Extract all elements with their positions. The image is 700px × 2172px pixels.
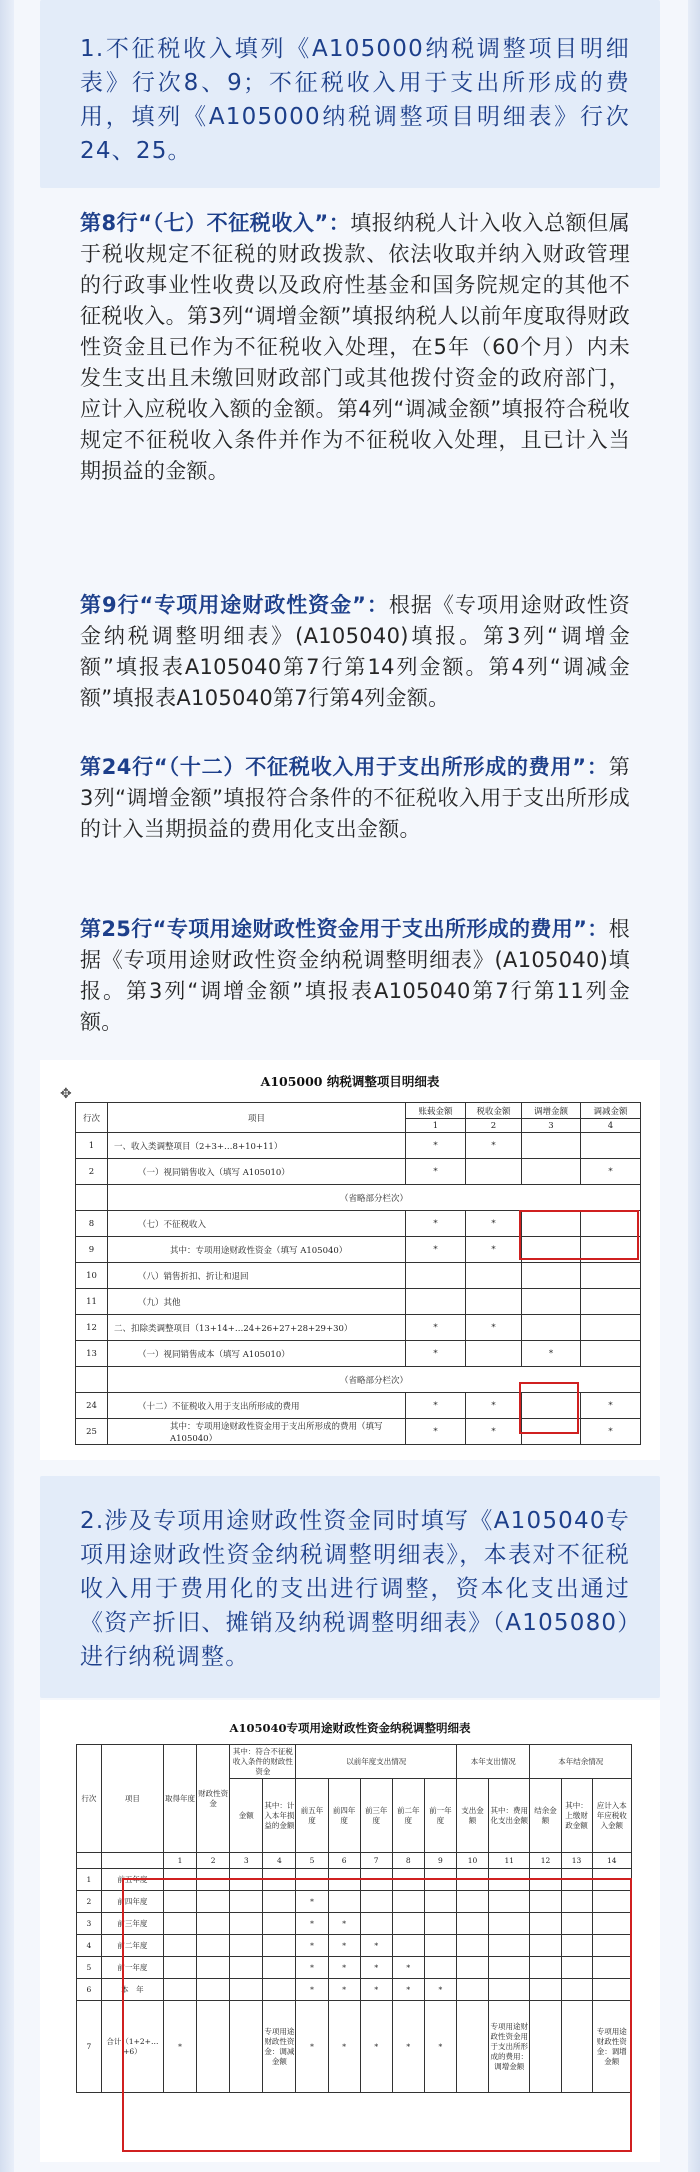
h-bal-amt: 结余金额 [530, 1779, 561, 1853]
cell-col-9: * [424, 1979, 456, 2001]
section1-heading: 1.不征税收入填列《A105000纳税调整项目明细表》行次8、9；不征税收入用于支出所形成的费用，填列《A105000纳税调整项目明细表》行次24、25。 [80, 36, 630, 164]
total-c14: 专项用途财政性资金：调增金额 [592, 2001, 631, 2093]
h-curspend: 本年支出情况 [456, 1745, 530, 1779]
book-amount: * [406, 1211, 466, 1237]
row24-description [80, 752, 630, 845]
decrease-amount: * [581, 1393, 641, 1419]
row-item: 本 年 [101, 1979, 163, 2001]
row9-description [80, 590, 630, 714]
a105000-table-image [40, 1060, 660, 1460]
row-number: 10 [76, 1263, 108, 1289]
highlight-rows-8-9 [519, 1210, 639, 1260]
row25-text: 根据《专项用途财政性资金纳税调整明细表》(A105040)填报。第3列“调增金额”填报表A105040第7行第11列金额。 [80, 917, 630, 1034]
col-number: 6 [328, 1853, 360, 1869]
highlight-a105040-body [122, 1878, 632, 2152]
header-tax-amount: 税收金额 [466, 1103, 522, 1119]
header-decrease: 调减金额 [581, 1103, 641, 1119]
tax-amount: * [466, 1211, 522, 1237]
h-nontax: 其中：符合不征税收入条件的财政性资金 [230, 1745, 296, 1779]
row-item: （一）视同销售收入（填写 A105010） [108, 1159, 406, 1185]
row-item: （一）视同销售成本（填写 A105010） [108, 1341, 406, 1367]
omitted-blank [76, 1185, 108, 1211]
col-number-blank [101, 1853, 163, 1869]
increase-amount [522, 1159, 581, 1185]
section2-heading: 2.涉及专项用途财政性资金同时填写《A105040专项用途财政性资金纳税调整明细表》，本表对不征税收入用于费用化的支出进行调整，资本化支出通过《资产折旧、摊销及纳税调整明细表》（A105080）进行纳税调整。 [80, 1508, 630, 1670]
header-row-no: 行次 [76, 1103, 108, 1133]
row-item: 其中：专项用途财政性资金用于支出所形成的费用（填写 A105040） [108, 1419, 406, 1445]
row-item: 前五年度 [101, 1869, 163, 1891]
book-amount: * [406, 1341, 466, 1367]
increase-amount [522, 1289, 581, 1315]
row-item: 一、收入类调整项目（2+3+…8+10+11） [108, 1133, 406, 1159]
book-amount [406, 1289, 466, 1315]
row-item: 其中：专项用途财政性资金（填写 A105040） [108, 1237, 406, 1263]
h-spend: 支出金额 [456, 1779, 488, 1853]
row-number: 25 [76, 1419, 108, 1445]
increase-amount [522, 1133, 581, 1159]
col-number: 8 [392, 1853, 424, 1869]
table-row [76, 1289, 641, 1315]
decrease-amount [581, 1341, 641, 1367]
col-number: 1 [163, 1853, 196, 1869]
header-book-amount: 账载金额 [406, 1103, 466, 1119]
row-number: 2 [76, 1159, 108, 1185]
right-margin [686, 0, 700, 2172]
cell-col-5: * [296, 1891, 328, 1913]
table-row [76, 1159, 641, 1185]
total-c7: * [360, 2001, 392, 2093]
h-cur: 其中：计入本年损益的金额 [263, 1779, 296, 1853]
total-c6: * [328, 2001, 360, 2093]
cell-col-6: * [328, 1913, 360, 1935]
cell-col-6: * [328, 1957, 360, 1979]
row-item: 二、扣除类调整项目（13+14+…24+26+27+28+29+30） [108, 1315, 406, 1341]
a105000-table-title: A105000 纳税调整项目明细表 [260, 1074, 440, 1089]
cell-col-5: * [296, 1979, 328, 2001]
row-number: 6 [77, 1979, 102, 2001]
col-number: 9 [424, 1853, 456, 1869]
col-number: 12 [530, 1853, 561, 1869]
cell-col-8: * [392, 1957, 424, 1979]
cell-col-5: * [296, 1935, 328, 1957]
h-returned: 其中：上缴财政金额 [561, 1779, 592, 1853]
table-row [76, 1315, 641, 1341]
decrease-amount [581, 1263, 641, 1289]
col-number: 11 [489, 1853, 530, 1869]
a105040-table-title: A105040专项用途财政性资金纳税调整明细表 [229, 1721, 471, 1735]
row25-label: 第25行“专项用途财政性资金用于支出所形成的费用”： [80, 917, 609, 941]
col-number: 4 [581, 1119, 641, 1133]
table-row [76, 1133, 641, 1159]
row-item: （九）其他 [108, 1289, 406, 1315]
left-margin [0, 0, 14, 2172]
h-row-no: 行次 [77, 1745, 102, 1853]
h-p2: 前二年度 [392, 1779, 424, 1853]
row-number: 12 [76, 1315, 108, 1341]
tax-amount [466, 1341, 522, 1367]
total-row-no: 7 [77, 2001, 102, 2093]
h-year: 取得年度 [163, 1745, 196, 1853]
row25-description [80, 914, 630, 1038]
tax-amount [466, 1289, 522, 1315]
row9-text: 根据《专项用途财政性资金纳税调整明细表》(A105040)填报。第3列“调增金额”填报表A105040第7行第14列金额。第4列“调减金额”填报表A105040第7行第4列金额。 [80, 593, 630, 710]
omitted-rows-note: （省略部分栏次） [108, 1367, 641, 1393]
decrease-amount: * [581, 1159, 641, 1185]
header-item: 项目 [108, 1103, 406, 1133]
tax-amount: * [466, 1315, 522, 1341]
omitted-rows-note: （省略部分栏次） [108, 1185, 641, 1211]
col-number: 4 [263, 1853, 296, 1869]
col-number: 3 [522, 1119, 581, 1133]
h-p4: 前四年度 [328, 1779, 360, 1853]
col-number: 3 [230, 1853, 263, 1869]
highlight-rows-24-25 [519, 1382, 579, 1434]
row-number: 2 [77, 1891, 102, 1913]
h-sum: 金额 [230, 1779, 263, 1853]
row-item: （十二）不征税收入用于支出所形成的费用 [108, 1393, 406, 1419]
cell-col-5: * [296, 1957, 328, 1979]
book-amount: * [406, 1159, 466, 1185]
row-item: 前一年度 [101, 1957, 163, 1979]
h-balance: 本年结余情况 [530, 1745, 632, 1779]
cell-col-6: * [328, 1979, 360, 2001]
col-number: 2 [197, 1853, 230, 1869]
h-prior: 以前年度支出情况 [296, 1745, 457, 1779]
increase-amount [522, 1263, 581, 1289]
tax-amount [466, 1159, 522, 1185]
cell-col-6: * [328, 1935, 360, 1957]
h-expense: 其中：费用化支出金额 [489, 1779, 530, 1853]
total-c11: 专项用途财政性资金用于支出所形成的费用：调增金额 [489, 2001, 530, 2093]
tax-amount: * [466, 1419, 522, 1445]
book-amount: * [406, 1419, 466, 1445]
total-c1: * [163, 2001, 196, 2093]
row24-text: 第3列“调增金额”填报符合条件的不征税收入用于支出所形成的计入当期损益的费用化支出金额。 [80, 755, 630, 841]
h-p3: 前三年度 [360, 1779, 392, 1853]
total-c4: 专项用途财政性资金：调减金额 [263, 2001, 296, 2093]
row8-label: 第8行“（七）不征税收入”： [80, 211, 351, 235]
col-number: 10 [456, 1853, 488, 1869]
cell-col-7: * [360, 1957, 392, 1979]
col-number: 13 [561, 1853, 592, 1869]
col-number: 2 [466, 1119, 522, 1133]
a105040-table-image [40, 1700, 660, 2162]
cell-col-7: * [360, 1935, 392, 1957]
row-number: 3 [77, 1913, 102, 1935]
row-number: 4 [77, 1935, 102, 1957]
h-taxable: 应计入本年应税收入金额 [592, 1779, 631, 1853]
increase-amount [522, 1315, 581, 1341]
cell-col-7: * [360, 1979, 392, 2001]
h-item: 项目 [101, 1745, 163, 1853]
row9-label: 第9行“专项用途财政性资金”： [80, 593, 389, 617]
h-amount: 财政性资金 [197, 1745, 230, 1853]
row-number: 13 [76, 1341, 108, 1367]
cell-col-5: * [296, 1913, 328, 1935]
table-row [76, 1263, 641, 1289]
tax-amount: * [466, 1133, 522, 1159]
col-number-blank [77, 1853, 102, 1869]
decrease-amount [581, 1133, 641, 1159]
book-amount: * [406, 1315, 466, 1341]
row-number: 11 [76, 1289, 108, 1315]
row-number: 9 [76, 1237, 108, 1263]
row-item: 前二年度 [101, 1935, 163, 1957]
cell-col-8: * [392, 1979, 424, 2001]
row24-label: 第24行“（十二）不征税收入用于支出所形成的费用”： [80, 755, 609, 779]
row8-text: 填报纳税人计入收入总额但属于税收规定不征税的财政拨款、依法收取并纳入财政管理的行政事业性收费以及政府性基金和国务院规定的其他不征税收入。第3列“调增金额”填报纳税人以前年度取得财政性资金且已作为不征税收入处理，在5年（60个月）内未发生支出且未缴回财政部门或其他拨付资金的政府部门，应计入应税收入额的金额。第4列“调减金额”填报符合税收规定不征税收入条件并作为不征税收入处理，且已计入当期损益的金额。 [80, 211, 630, 483]
book-amount: * [406, 1393, 466, 1419]
decrease-amount: * [581, 1419, 641, 1445]
row-item: （七）不征税收入 [108, 1211, 406, 1237]
col-number: 5 [296, 1853, 328, 1869]
total-c5: * [296, 2001, 328, 2093]
total-c8: * [392, 2001, 424, 2093]
row8-description [80, 208, 630, 487]
move-handle-icon: ✥ [60, 1086, 72, 1102]
col-number: 7 [360, 1853, 392, 1869]
row-number: 24 [76, 1393, 108, 1419]
increase-amount: * [522, 1341, 581, 1367]
tax-amount: * [466, 1237, 522, 1263]
tax-amount [466, 1263, 522, 1289]
book-amount [406, 1263, 466, 1289]
book-amount: * [406, 1133, 466, 1159]
col-number: 14 [592, 1853, 631, 1869]
row-number: 8 [76, 1211, 108, 1237]
row-item: 前四年度 [101, 1891, 163, 1913]
table-row [76, 1185, 641, 1211]
table-row [76, 1341, 641, 1367]
h-p1: 前一年度 [424, 1779, 456, 1853]
row-number: 5 [77, 1957, 102, 1979]
h-p5: 前五年度 [296, 1779, 328, 1853]
decrease-amount [581, 1315, 641, 1341]
decrease-amount [581, 1289, 641, 1315]
row-item: （八）销售折扣、折让和退回 [108, 1263, 406, 1289]
row-number: 1 [77, 1869, 102, 1891]
row-number: 1 [76, 1133, 108, 1159]
book-amount: * [406, 1237, 466, 1263]
omitted-blank [76, 1367, 108, 1393]
total-item: 合计（1+2+…+6） [101, 2001, 163, 2093]
row-item: 前三年度 [101, 1913, 163, 1935]
header-increase: 调增金额 [522, 1103, 581, 1119]
total-c9: * [424, 2001, 456, 2093]
tax-amount: * [466, 1393, 522, 1419]
col-number: 1 [406, 1119, 466, 1133]
